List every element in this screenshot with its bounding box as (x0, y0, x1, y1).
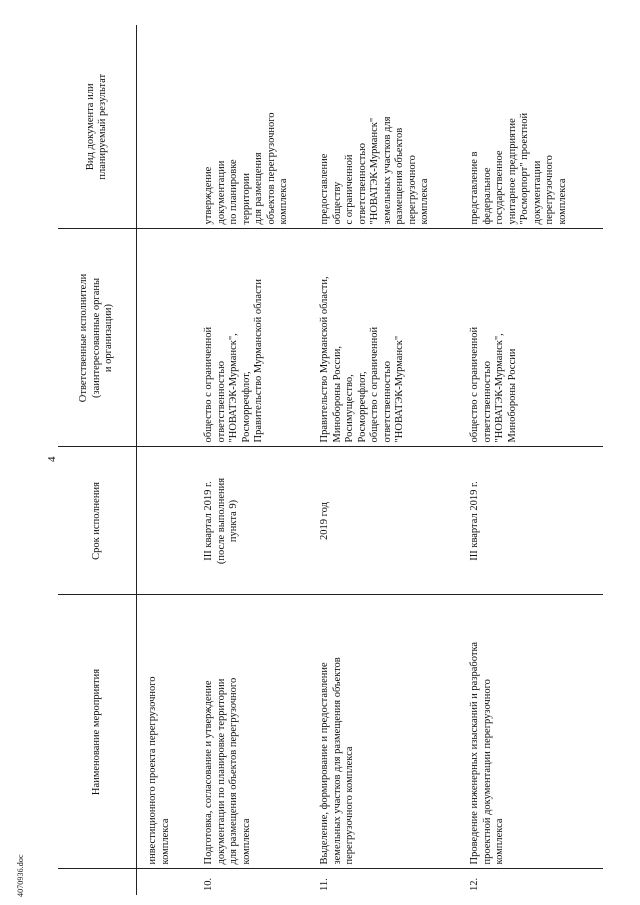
page-number: 4 (46, 456, 58, 462)
cell-executors (137, 229, 192, 447)
cell-deadline (137, 447, 192, 595)
cell-result: представление в федеральное государственное унитарное предприятие "Росморпорт" проектной документации перегрузочного комплекса (457, 25, 603, 229)
table-header-row (58, 25, 137, 895)
cell-executors: общество с ограниченной ответственностью "НОВАТЭК-Мурманск", Росморречфлот, Правительство Мурманской области (191, 229, 307, 447)
table-row-continuation (137, 25, 192, 895)
table-row (307, 25, 457, 895)
cell-number: 11. (319, 878, 330, 891)
cell-activity-name: Выделение, формирование и предоставление земельных участков для размещения объектов перегрузочного комплекса (307, 595, 457, 869)
cell-result: предоставление обществу с ограниченной ответственностью "НОВАТЭК-Мурманск" земельных участков для размещения объектов перегрузочного комплекса (307, 25, 457, 229)
header-deadline: Срок исполнения (58, 447, 137, 595)
cell-activity-name: Подготовка, согласование и утверждение документации по планировке территории для размещения объектов перегрузочного комплекса (191, 595, 307, 869)
header-executors: Ответственные исполнители (заинтересованные органы и организации) (58, 229, 137, 447)
header-activity-name: Наименование мероприятия (58, 595, 137, 869)
cell-number (137, 869, 192, 895)
table-row (457, 25, 603, 895)
cell-executors: общество с ограниченной ответственностью "НОВАТЭК-Мурманск", Минобороны России (457, 229, 603, 447)
cell-result (137, 25, 192, 229)
cell-activity-name: инвестиционного проекта перегрузочного комплекса (137, 595, 192, 869)
cell-activity-name: Проведение инженерных изысканий и разработка проектной документации перегрузочного комплекса (457, 595, 603, 869)
cell-deadline: III квартал 2019 г. (457, 447, 603, 595)
activities-table (58, 25, 603, 895)
cell-number: 10. (203, 877, 214, 891)
header-number (58, 869, 137, 895)
cell-result: утверждение документации по планировке территории для размещения объектов перегрузочного комплекса (191, 25, 307, 229)
document-footer: 4070936.doc (16, 854, 25, 897)
cell-executors: Правительство Мурманской области, Минобороны России, Росимущество, Росморречфлот, общество с ограниченной ответственностью "НОВАТЭК-Мурманск" (307, 229, 457, 447)
table-row (191, 25, 307, 895)
cell-number: 12. (469, 877, 480, 891)
cell-deadline: 2019 год (307, 447, 457, 595)
cell-deadline: III квартал 2019 г. (после выполнения пункта 9) (191, 447, 307, 595)
header-result: Вид документа или планируемый результат (58, 25, 137, 229)
